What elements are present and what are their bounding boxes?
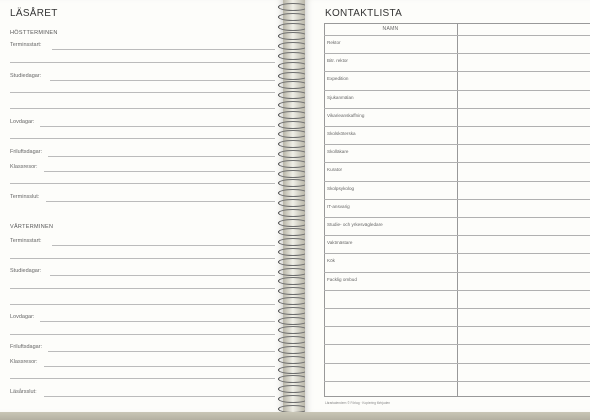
section-heading-hostterminen: HÖSTTERMINEN: [10, 30, 58, 36]
table-row-label: Expedition: [327, 76, 349, 82]
field-label: Terminsstart:: [10, 42, 42, 48]
spiral-ring: [278, 111, 308, 119]
column-divider: [457, 23, 458, 397]
field-label: Läsårsslut:: [10, 389, 37, 395]
section-heading-varterminen: VÅRTERMINEN: [10, 224, 54, 230]
spiral-ring: [278, 317, 308, 325]
table-row-label: Sjukanmälan: [327, 94, 354, 100]
writing-line: [10, 183, 275, 184]
writing-line: [50, 275, 275, 276]
table-row-label: Vaktmästare: [327, 240, 353, 246]
field-varterminen-studiedagar[interactable]: [10, 268, 275, 276]
spiral-ring: [278, 199, 308, 207]
page-bottom-edge: [0, 412, 590, 420]
field-label: Klassresor:: [10, 359, 38, 365]
field-label: Lovdagar:: [10, 119, 35, 125]
table-row-divider: [324, 344, 590, 345]
table-row-divider: [324, 126, 590, 127]
spiral-ring: [278, 268, 308, 276]
writing-line: [10, 334, 275, 335]
table-row-divider: [324, 162, 590, 163]
spiral-ring: [278, 356, 308, 364]
table-row-label: Kurator: [327, 167, 343, 173]
writing-line: [50, 80, 275, 81]
spiral-ring: [278, 13, 308, 21]
spiral-ring: [278, 395, 308, 403]
field-label: Friluftsdagar:: [10, 344, 43, 350]
field-label: Terminsstart:: [10, 238, 42, 244]
writing-line: [10, 378, 275, 379]
table-row-divider: [324, 290, 590, 291]
table-row-divider: [324, 381, 590, 382]
spiral-ring: [278, 121, 308, 129]
table-row-label: Skolläkare: [327, 149, 349, 155]
spiral-ring: [278, 209, 308, 217]
table-row-divider: [324, 108, 590, 109]
table-row-label: Kök: [327, 258, 335, 264]
table-row-divider: [324, 235, 590, 236]
spiral-ring: [278, 258, 308, 266]
writing-line: [10, 138, 275, 139]
field-hostterminen-studiedagar[interactable]: [10, 73, 275, 81]
writing-line: [10, 288, 275, 289]
page-title-lasaret: LÄSÅRET: [10, 8, 58, 19]
table-row-label: Skolsköterska: [327, 131, 356, 136]
field-varterminen-klassresor[interactable]: [10, 359, 275, 367]
column-header-namn: NAMN: [382, 26, 399, 32]
field-label: Lovdagar:: [10, 314, 35, 320]
field-label: Studiedagar:: [10, 73, 42, 79]
table-row-divider: [324, 363, 590, 364]
spiral-ring: [278, 219, 308, 227]
page-title-kontaktlista: KONTAKTLISTA: [325, 8, 403, 19]
table-row-label: Facklig ombud: [327, 276, 357, 282]
writing-line: [52, 245, 275, 246]
writing-line: [44, 396, 275, 397]
writing-line: [10, 258, 275, 259]
table-row-divider: [324, 144, 590, 145]
writing-line: [10, 108, 275, 109]
spiral-ring: [278, 307, 308, 315]
field-label: Terminsslut:: [10, 194, 40, 200]
spiral-ring: [278, 62, 308, 70]
writing-line: [40, 126, 275, 127]
field-varterminen-lasarsslut[interactable]: [10, 389, 275, 397]
writing-line: [10, 62, 275, 63]
footnote: Lärarkalendern © Förlag · Kopiering förbjuden: [325, 401, 391, 405]
field-hostterminen-terminsslut[interactable]: [10, 194, 275, 202]
table-row-divider: [324, 181, 590, 182]
table-row-label: Bitr. rektor: [327, 58, 348, 64]
writing-line: [40, 321, 275, 322]
field-varterminen-lovdagar[interactable]: [10, 314, 275, 322]
field-label: Studiedagar:: [10, 268, 42, 274]
writing-line: [48, 156, 275, 157]
field-varterminen-terminsstart[interactable]: [10, 238, 275, 246]
table-row-divider: [324, 326, 590, 327]
spiral-ring: [278, 170, 308, 178]
field-hostterminen-klassresor[interactable]: [10, 164, 275, 172]
field-hostterminen-terminsstart[interactable]: [10, 42, 275, 50]
table-row-divider: [324, 253, 590, 254]
field-varterminen-friluftsdagar[interactable]: [10, 344, 275, 352]
spiral-ring: [278, 150, 308, 158]
spiral-ring: [278, 297, 308, 305]
table-row-divider: [324, 199, 590, 200]
table-row-label: IT-ansvarig: [327, 203, 350, 209]
table-row-divider: [324, 308, 590, 309]
field-label: Friluftsdagar:: [10, 149, 43, 155]
spiral-ring: [278, 101, 308, 109]
writing-line: [46, 201, 275, 202]
writing-line: [52, 49, 275, 50]
table-row-divider: [324, 53, 590, 54]
table-row-divider: [324, 217, 590, 218]
spiral-ring: [278, 52, 308, 60]
spiral-ring: [278, 3, 308, 11]
writing-line: [10, 304, 275, 305]
field-hostterminen-lovdagar[interactable]: [10, 119, 275, 127]
table-row-label: Studie- och yrkesvägledare: [327, 222, 383, 227]
header-row-divider: [324, 35, 590, 36]
spiral-ring: [278, 346, 308, 354]
spiral-ring: [278, 366, 308, 374]
writing-line: [44, 171, 275, 172]
spiral-ring: [278, 23, 308, 31]
spiral-ring: [278, 160, 308, 168]
writing-line: [44, 366, 275, 367]
left-page: [0, 0, 283, 412]
field-hostterminen-friluftsdagar[interactable]: [10, 149, 275, 157]
writing-line: [48, 351, 275, 352]
spiral-ring: [278, 72, 308, 80]
table-row-divider: [324, 90, 590, 91]
table-row-label: Rektor: [327, 40, 341, 45]
table-row-divider: [324, 272, 590, 273]
field-label: Klassresor:: [10, 164, 38, 170]
table-row-label: Skolpsykolog: [327, 185, 355, 191]
writing-line: [10, 92, 275, 93]
spiral-ring: [278, 248, 308, 256]
table-row-label: Vikarieanskaffning: [327, 112, 365, 118]
table-row-divider: [324, 71, 590, 72]
